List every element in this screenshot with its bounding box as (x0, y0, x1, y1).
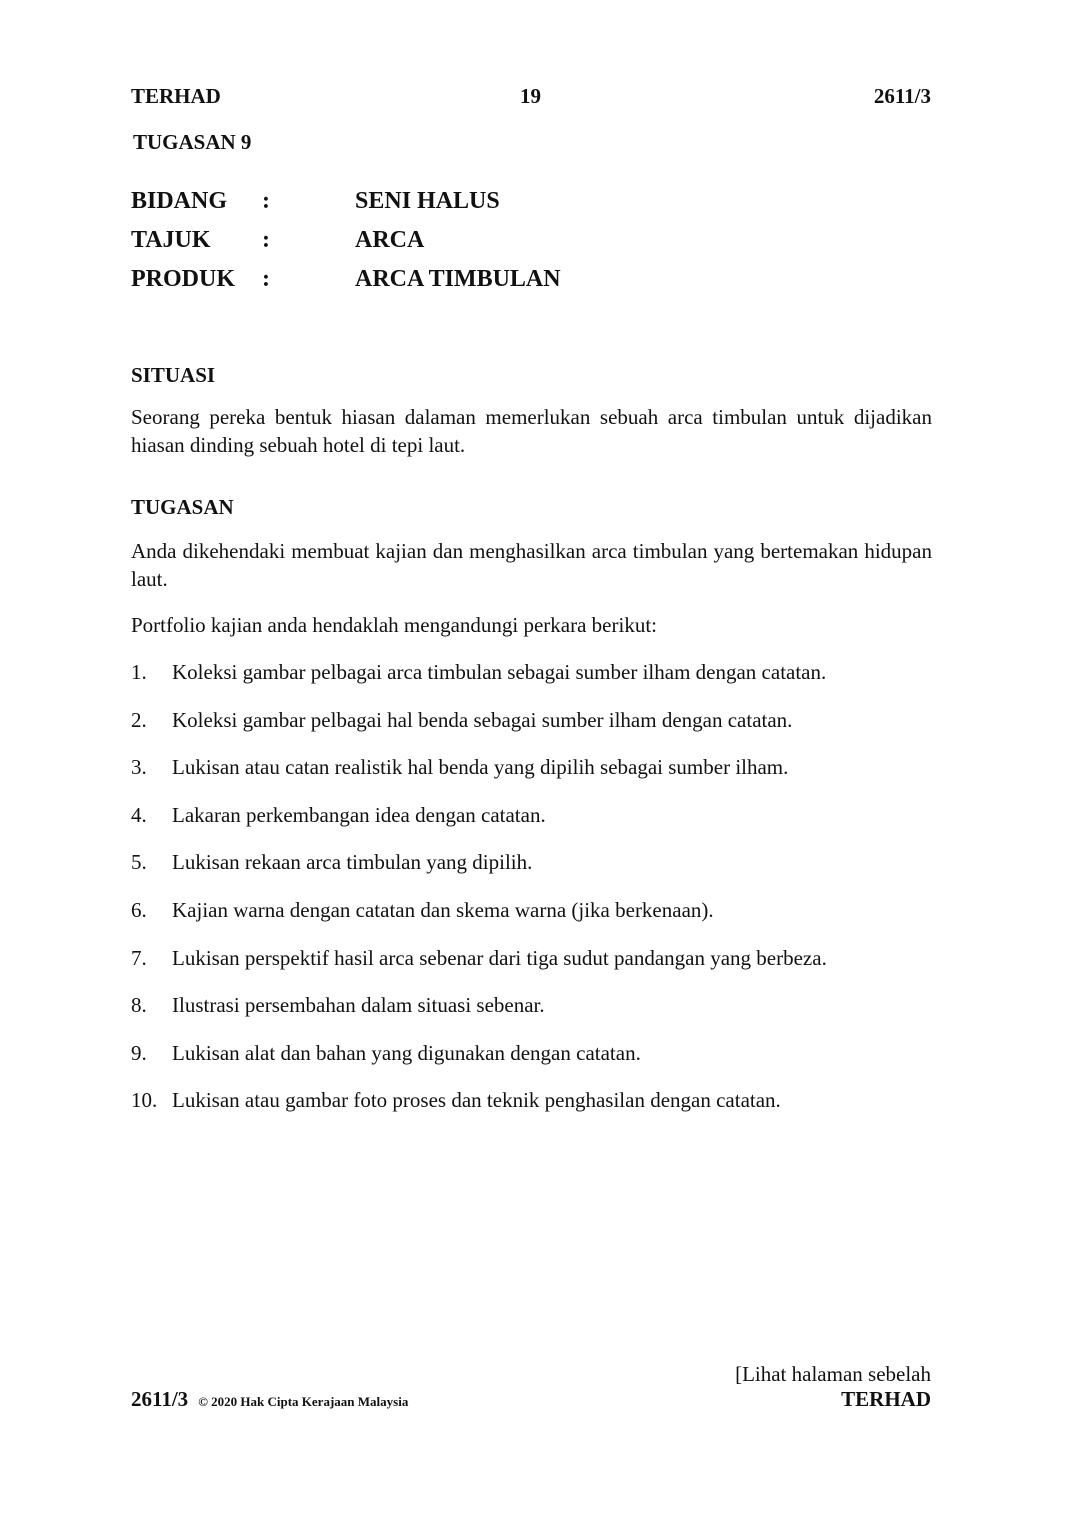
header-classification: TERHAD (131, 84, 221, 108)
list-item-number: 7. (131, 945, 147, 970)
list-item (131, 801, 932, 849)
list-item-text: Koleksi gambar pelbagai arca timbulan sebagai sumber ilham dengan catatan. (172, 660, 827, 684)
list-item-number: 2. (131, 707, 147, 732)
list-item-number: 1. (131, 660, 147, 684)
list-item-text: Lukisan atau gambar foto proses dan teknik penghasilan dengan catatan. (172, 1088, 781, 1113)
meta-value: ARCA (355, 227, 425, 253)
list-item (131, 658, 932, 706)
list-item-number: 10. (131, 1088, 158, 1113)
next-page-note: [Lihat halaman sebelah (735, 1362, 931, 1386)
list-item-text: Lukisan perspektif hasil arca sebenar dari tiga sudut pandangan yang berbeza. (172, 945, 827, 970)
list-item (131, 753, 932, 801)
meta-colon: : (262, 188, 270, 214)
list-item-number: 8. (131, 993, 147, 1018)
list-item (131, 848, 932, 896)
list-item-text: Lukisan atau catan realistik hal benda yang dipilih sebagai sumber ilham. (172, 755, 789, 780)
situasi-paragraph: Seorang pereka bentuk hiasan dalaman memerlukan sebuah arca timbulan untuk dijadikan hiasan dinding sebuah hotel di tepi laut. (131, 405, 932, 457)
meta-row-bidang (131, 188, 831, 220)
list-item (131, 944, 932, 992)
meta-row-produk (131, 266, 831, 298)
situasi-heading: SITUASI (131, 363, 216, 387)
footer-left (131, 1387, 408, 1412)
list-item (131, 896, 932, 944)
task-title: TUGASAN 9 (133, 130, 252, 154)
list-item-text: Ilustrasi persembahan dalam situasi sebenar. (172, 993, 545, 1018)
list-item-number: 9. (131, 1040, 147, 1065)
list-item (131, 1086, 932, 1134)
list-item (131, 1039, 932, 1087)
meta-colon: : (262, 227, 270, 253)
list-item-number: 5. (131, 850, 147, 875)
list-item-text: Kajian warna dengan catatan dan skema warna (jika berkenaan). (172, 897, 714, 922)
footer-copyright: © 2020 Hak Cipta Kerajaan Malaysia (198, 1394, 409, 1409)
header-paper-code: 2611/3 (873, 84, 931, 108)
list-item-number: 3. (131, 755, 147, 780)
list-item (131, 706, 932, 754)
list-item-text: Koleksi gambar pelbagai hal benda sebagai sumber ilham dengan catatan. (172, 707, 793, 732)
tugasan-paragraph: Anda dikehendaki membuat kajian dan menghasilkan arca timbulan yang bertemakan hidupan laut. (131, 539, 932, 591)
list-item (131, 991, 932, 1039)
meta-key: PRODUK (131, 266, 235, 292)
meta-colon: : (262, 266, 270, 292)
list-item-text: Lakaran perkembangan idea dengan catatan. (172, 802, 546, 827)
list-item-text: Lukisan rekaan arca timbulan yang dipilih. (172, 850, 533, 875)
meta-key: BIDANG (131, 188, 228, 214)
header-page-number: 19 (520, 84, 541, 108)
meta-value: SENI HALUS (355, 188, 500, 214)
list-item-number: 6. (131, 897, 147, 922)
portfolio-list (131, 658, 932, 1134)
meta-key: TAJUK (131, 227, 211, 253)
footer-classification: TERHAD (841, 1387, 931, 1411)
portfolio-intro: Portfolio kajian anda hendaklah mengandungi perkara berikut: (131, 613, 657, 637)
meta-row-tajuk (131, 227, 831, 259)
footer-paper-code: 2611/3 (131, 1387, 189, 1411)
list-item-number: 4. (131, 802, 147, 827)
list-item-text: Lukisan alat dan bahan yang digunakan dengan catatan. (172, 1040, 641, 1065)
tugasan-heading: TUGASAN (131, 495, 234, 519)
meta-value: ARCA TIMBULAN (355, 266, 561, 292)
